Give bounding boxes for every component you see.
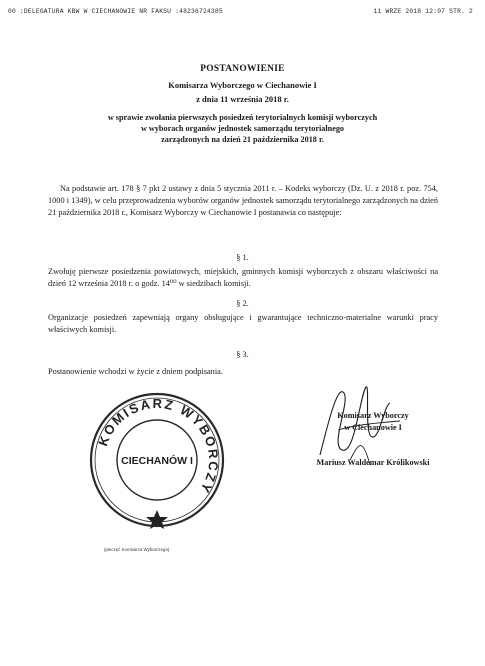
- signature-role-line-2: w Ciechanowie I: [344, 423, 402, 432]
- document-date: z dnia 11 września 2018 r.: [196, 94, 289, 104]
- section-mark-3: § 3.: [236, 350, 249, 359]
- official-seal: [82, 385, 232, 535]
- subject-line: w wyborach organów jednostek samorządu terytorialnego: [140, 124, 345, 133]
- document-issuer: Komisarza Wyborczego w Ciechanowie I: [168, 80, 317, 90]
- document-title-block: [0, 64, 485, 145]
- section-mark-1: § 1.: [236, 253, 249, 262]
- fax-header-left: 00 :DELEGATURA KBW W CIECHANOWIE NR FAKSU :48236724385: [8, 8, 223, 15]
- seal-center-text: CIECHANÓW I: [121, 455, 193, 467]
- section-text-1: Zwołuję pierwsze posiedzenia powiatowych, miejskich, gminnych komisji wyborczych z obszaru właściwości na dzień 12 września 2018 r. o godz. 14⁰⁰ w siedzibach komisji.: [48, 267, 438, 289]
- seal-icon: [82, 385, 232, 535]
- signature-role-line-1: Komisarz Wyborczy: [337, 411, 409, 420]
- intro-paragraph: Na podstawie art. 178 § 7 pkt 2 ustawy z dnia 5 stycznia 2011 r. – Kodeks wyborczy (Dz. U. z 2018 r. poz. 754, 1000 i 1349), w celu przeprowadzenia wyborów organów jednostek samorządu terytorialnego zarządzonych na dzień 21 października 2018 r., Komisarz Wyborczy w Ciechanowie I postanawia co następuje:: [48, 184, 438, 218]
- subject-line: zarządzonych na dzień 21 października 2018 r.: [161, 135, 324, 144]
- subject-line: w sprawie zwołania pierwszych posiedzeń terytorialnych komisji wyborczych: [107, 113, 378, 122]
- seal-ring-text: KOMISARZ WYBORCZY: [95, 395, 222, 497]
- signature-block: [278, 410, 468, 467]
- section-text-3: Postanowienie wchodzi w życie z dniem podpisania.: [48, 367, 223, 376]
- fax-header-right: 11 WRZE 2018 12:07 STR. 2: [373, 8, 473, 15]
- section-text-2: Organizacje posiedzeń zapewniają organy obsługujące i gwarantujące techniczno-materialne warunki pracy właściwych komisji.: [48, 313, 438, 335]
- document-heading: POSTANOWIENIE: [200, 64, 285, 74]
- section-mark-2: § 2.: [236, 299, 249, 308]
- document-subject: [0, 112, 485, 145]
- seal-caption: (pieczęć Komisarza Wyborczego): [104, 547, 170, 552]
- signatory-name: Mariusz Waldemar Królikowski: [316, 458, 430, 467]
